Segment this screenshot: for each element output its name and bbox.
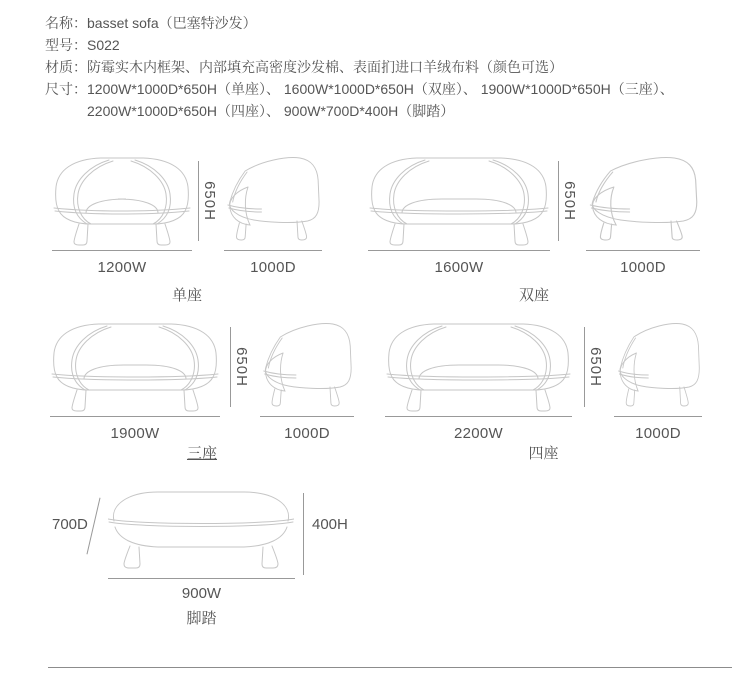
side-view [224,156,322,276]
size-label: 尺寸： [45,81,87,97]
variant-name-label: 四座 [528,445,559,462]
variant-name-label: 单座 [171,287,202,304]
size-line-2: 2200W*1000D*650H（四座）、 900W*700D*400H（脚踏） [87,103,455,119]
width-dimension-label: 900W [181,585,222,602]
front-view [368,156,550,276]
height-dimension [192,156,224,246]
bottom-divider-line [48,667,732,668]
height-dimension [572,322,614,412]
variant-name-label: 脚踏 [186,610,217,627]
height-dimension-line [198,161,199,241]
height-dimension-label: 650H [201,181,218,221]
height-dimension-line [558,161,559,241]
depth-dimension-label: 1000D [620,259,666,276]
width-dimension-line [50,416,220,417]
height-dimension [550,156,586,246]
height-dimension-line [584,327,585,407]
width-dimension-line [52,250,192,251]
sofa-side-drawing [225,156,321,246]
front-view [52,156,192,276]
width-dimension-line [108,578,295,579]
depth-dimension-line [260,416,354,417]
depth-dimension-label: 700D [52,516,88,533]
sofa-side-drawing [261,322,353,412]
size-values [87,78,674,122]
width-dimension-label: 1600W [434,259,484,276]
height-dimension-label: 650H [233,347,250,387]
size-lines [45,78,674,122]
sofa-front-drawing [51,322,219,412]
diagram-group-four-seat [385,322,702,462]
variant-name-label: 双座 [518,287,549,304]
sofa-front-drawing [369,156,549,246]
depth-dimension-line [86,498,100,555]
product-name-line: 名称：basset sofa（巴塞特沙发） [45,15,257,31]
width-dimension-line [385,416,572,417]
material-line: 材质：防霉实木内框架、内部填充高密度沙发棉、表面扪进口羊绒布料（颜色可选） [45,59,563,75]
diagram-group-single-seat [52,156,322,304]
size-line-1: 1200W*1000D*650H（单座）、 1600W*1000D*650H（双座）、 1900W*1000D*650H（三座）、 [87,81,674,97]
width-dimension-label: 2200W [453,425,504,442]
depth-dimension-line [586,250,700,251]
width-dimension-line [368,250,550,251]
sofa-front-drawing [386,322,571,412]
height-dimension-line [303,493,304,575]
side-view [260,322,354,442]
width-dimension-label: 1200W [97,259,147,276]
height-dimension-label: 650H [587,347,604,387]
ottoman-drawing [108,490,294,570]
height-dimension [220,322,260,412]
depth-dimension-line [224,250,322,251]
variant-name-label: 三座 [186,445,217,462]
depth-dimension-label: 1000D [250,259,296,276]
depth-dimension-label: 1000D [635,425,681,442]
spec-header [45,12,674,122]
side-view [614,322,702,442]
diagram-group-three-seat [50,322,354,462]
width-dimension-label: 1900W [110,425,160,442]
height-dimension-label: 650H [561,181,578,221]
height-dimension-line [230,327,231,407]
diagram-group-two-seat [368,156,700,304]
sofa-side-drawing [616,322,701,412]
diagram-group-ottoman [50,488,350,638]
sofa-side-drawing [587,156,699,246]
front-view [50,322,220,442]
front-view [385,322,572,442]
side-view [586,156,700,276]
depth-dimension-label: 1000D [284,425,330,442]
depth-dimension-line [614,416,702,417]
sofa-front-drawing [53,156,191,246]
height-dimension-label: 400H [312,516,348,533]
model-number-line: 型号：S022 [45,37,120,53]
